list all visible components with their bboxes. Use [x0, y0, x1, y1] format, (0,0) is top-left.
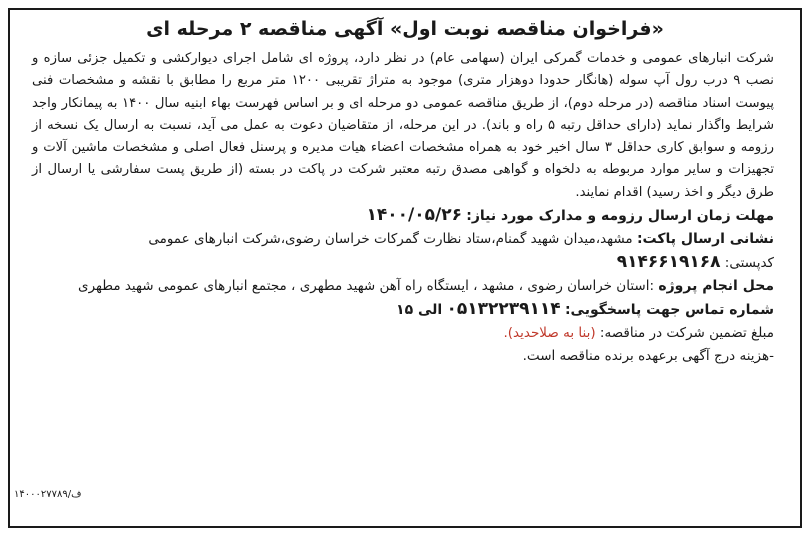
- guarantee-label: مبلغ تضمین شرکت در مناقصه:: [599, 325, 774, 342]
- notice-body-text: شرکت انبارهای عمومی و خدمات گمرکی ایران (سهامی عام) در نظر دارد، پروژه ای شامل اجرای دیوارکشی و تکمیل جزئی سازه و نصب ۹ درب رول آپ سوله (هانگار حدودا دوهزار متری) موجود به متراژ تقریبی ۱۲۰۰ متر مربع را مطابق با نقشه و مشخصات فنی پیوست اسناد مناقصه (در مرحله دوم)، از طریق مناقصه عمومی دو مرحله ای و بر اساس فهرست بهاء ابنیه سال ۱۴۰۰ به پیمانکار واجد شرایط واگذار نماید (دارای حداقل رتبه ۵ راه و باند). در این مرحله، از متقاضیان دعوت به عمل می آید، نسبت به ارسال یک نسخه از رزومه و سوابق کاری حداقل ۳ سال اخیر خود به همراه مشخصات اعضاء هیات مدیره و پرسنل فعال اصلی و مشخصات ماشین آلات و تجهیزات و سایر موارد مربوطه به دلخواه و گواهی مصدق رتبه معتبر شرکت در پاکت در بسته (از طریق پست سفارشی یا ارسال از طرق دیگر و اخذ رسید) اقدام نمایند.: [32, 51, 775, 200]
- location-value: :استان خراسان رضوی ، مشهد ، ایستگاه راه آهن شهید مطهری ، مجتمع انبارهای عمومی شهید مطهری: [78, 278, 655, 295]
- deadline-value: ۱۴۰۰/۰۵/۲۶: [366, 205, 462, 226]
- deadline-label: مهلت زمان ارسال رزومه و مدارک مورد نیاز:: [466, 208, 774, 225]
- fee-note: -هزینه درج آگهی برعهده برنده مناقصه است.: [522, 348, 774, 365]
- guarantee-row: [10, 322, 800, 345]
- phone-value: ۰۵۱۳۲۲۳۹۱۱۴: [446, 299, 561, 320]
- postal-row: [10, 251, 800, 275]
- postal-value: ۹۱۴۶۶۱۹۱۶۸: [616, 252, 721, 273]
- address-label: نشانی ارسال پاکت:: [636, 231, 774, 248]
- guarantee-value: (بنا به صلاحدید).: [503, 325, 596, 342]
- postal-label: کدپستی:: [724, 255, 774, 272]
- phone-label: شماره تماس جهت پاسخگویی:: [564, 302, 774, 319]
- address-value: مشهد،میدان شهید گمنام،ستاد نظارت گمرکات خراسان رضوی،شرکت انبارهای عمومی: [148, 231, 633, 248]
- notice-code: ۱۴۰۰۰۲۷۷۸۹/ف: [14, 489, 82, 500]
- deadline-row: [10, 204, 800, 228]
- notice-title: «فراخوان مناقصه نوبت اول» آگهی مناقصه ۲ مرحله ای: [146, 18, 664, 40]
- phone-row: [10, 298, 800, 322]
- location-row: [10, 275, 800, 298]
- phone-suffix: الی ۱۵: [396, 302, 443, 319]
- address-row: [10, 228, 800, 251]
- tender-notice: [8, 8, 802, 528]
- location-label: محل انجام پروژه: [658, 278, 774, 295]
